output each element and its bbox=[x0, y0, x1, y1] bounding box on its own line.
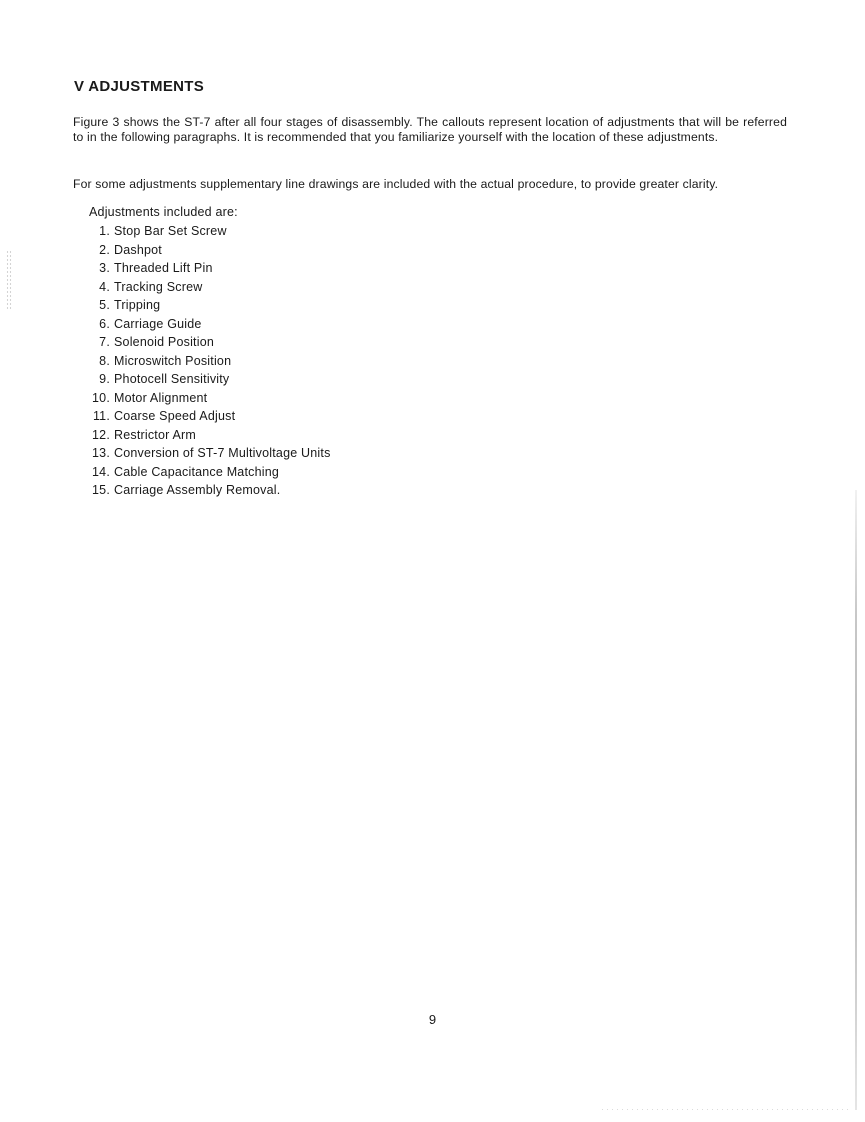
scan-noise-artifact bbox=[600, 1108, 850, 1112]
list-item-number: 2. bbox=[99, 242, 110, 257]
list-item-number: 7. bbox=[99, 335, 110, 349]
section-title: V ADJUSTMENTS bbox=[74, 78, 205, 95]
paragraph-line-drawings-note: For some adjustments supplementary line drawings are included with the actual procedure, to provide greater clarity. bbox=[73, 177, 719, 191]
list-item-number: 5. bbox=[99, 298, 110, 312]
list-item-number: 6. bbox=[99, 316, 110, 331]
list-item bbox=[86, 298, 331, 317]
adjustments-intro: Adjustments included are: bbox=[89, 205, 238, 219]
list-item bbox=[86, 446, 331, 465]
list-item-label: Tripping bbox=[114, 298, 161, 312]
scan-noise-artifact bbox=[6, 250, 12, 310]
list-item bbox=[86, 372, 331, 391]
list-item-label: Carriage Assembly Removal. bbox=[114, 483, 281, 497]
list-item bbox=[86, 243, 331, 262]
list-item bbox=[86, 335, 331, 354]
list-item-number: 11. bbox=[92, 409, 110, 423]
list-item-label: Carriage Guide bbox=[114, 316, 202, 331]
list-item bbox=[86, 224, 331, 243]
list-item bbox=[86, 391, 331, 410]
list-item-number: 9. bbox=[99, 372, 110, 386]
list-item-number: 14. bbox=[92, 464, 110, 479]
page-number: 9 bbox=[428, 1012, 437, 1027]
list-item-number: 10. bbox=[92, 390, 110, 405]
adjustments-list bbox=[86, 224, 331, 502]
list-item-label: Threaded Lift Pin bbox=[114, 261, 213, 275]
list-item bbox=[86, 409, 331, 428]
list-item-number: 12. bbox=[92, 427, 110, 442]
list-item bbox=[86, 317, 331, 336]
list-item-label: Photocell Sensitivity bbox=[114, 372, 230, 386]
list-item-number: 1. bbox=[99, 224, 110, 238]
list-item-label: Microswitch Position bbox=[114, 353, 232, 368]
list-item bbox=[86, 354, 331, 373]
list-item-label: Conversion of ST-7 Multivoltage Units bbox=[114, 446, 331, 460]
list-item-label: Solenoid Position bbox=[114, 335, 214, 349]
list-item-label: Dashpot bbox=[114, 242, 162, 257]
list-item-label: Coarse Speed Adjust bbox=[114, 409, 236, 423]
list-item-number: 8. bbox=[99, 353, 110, 368]
scan-edge-artifact bbox=[855, 490, 857, 1110]
list-item-label: Tracking Screw bbox=[114, 279, 203, 294]
list-item bbox=[86, 280, 331, 299]
list-item-label: Cable Capacitance Matching bbox=[114, 464, 280, 479]
list-item-number: 13. bbox=[92, 446, 110, 460]
list-item bbox=[86, 428, 331, 447]
list-item bbox=[86, 261, 331, 280]
list-item-label: Stop Bar Set Screw bbox=[114, 224, 227, 238]
list-item bbox=[86, 465, 331, 484]
list-item-number: 3. bbox=[99, 261, 110, 275]
list-item-number: 15. bbox=[92, 483, 110, 497]
list-item bbox=[86, 483, 331, 502]
paragraph-figure-description: Figure 3 shows the ST-7 after all four stages of disassembly. The callouts represent location of adjustments that will be referred to in the following paragraphs. It is recommended that you familiarize yourself with the location of these adjustments. bbox=[73, 115, 787, 144]
list-item-label: Motor Alignment bbox=[114, 390, 208, 405]
list-item-number: 4. bbox=[99, 279, 110, 294]
list-item-label: Restrictor Arm bbox=[114, 427, 196, 442]
